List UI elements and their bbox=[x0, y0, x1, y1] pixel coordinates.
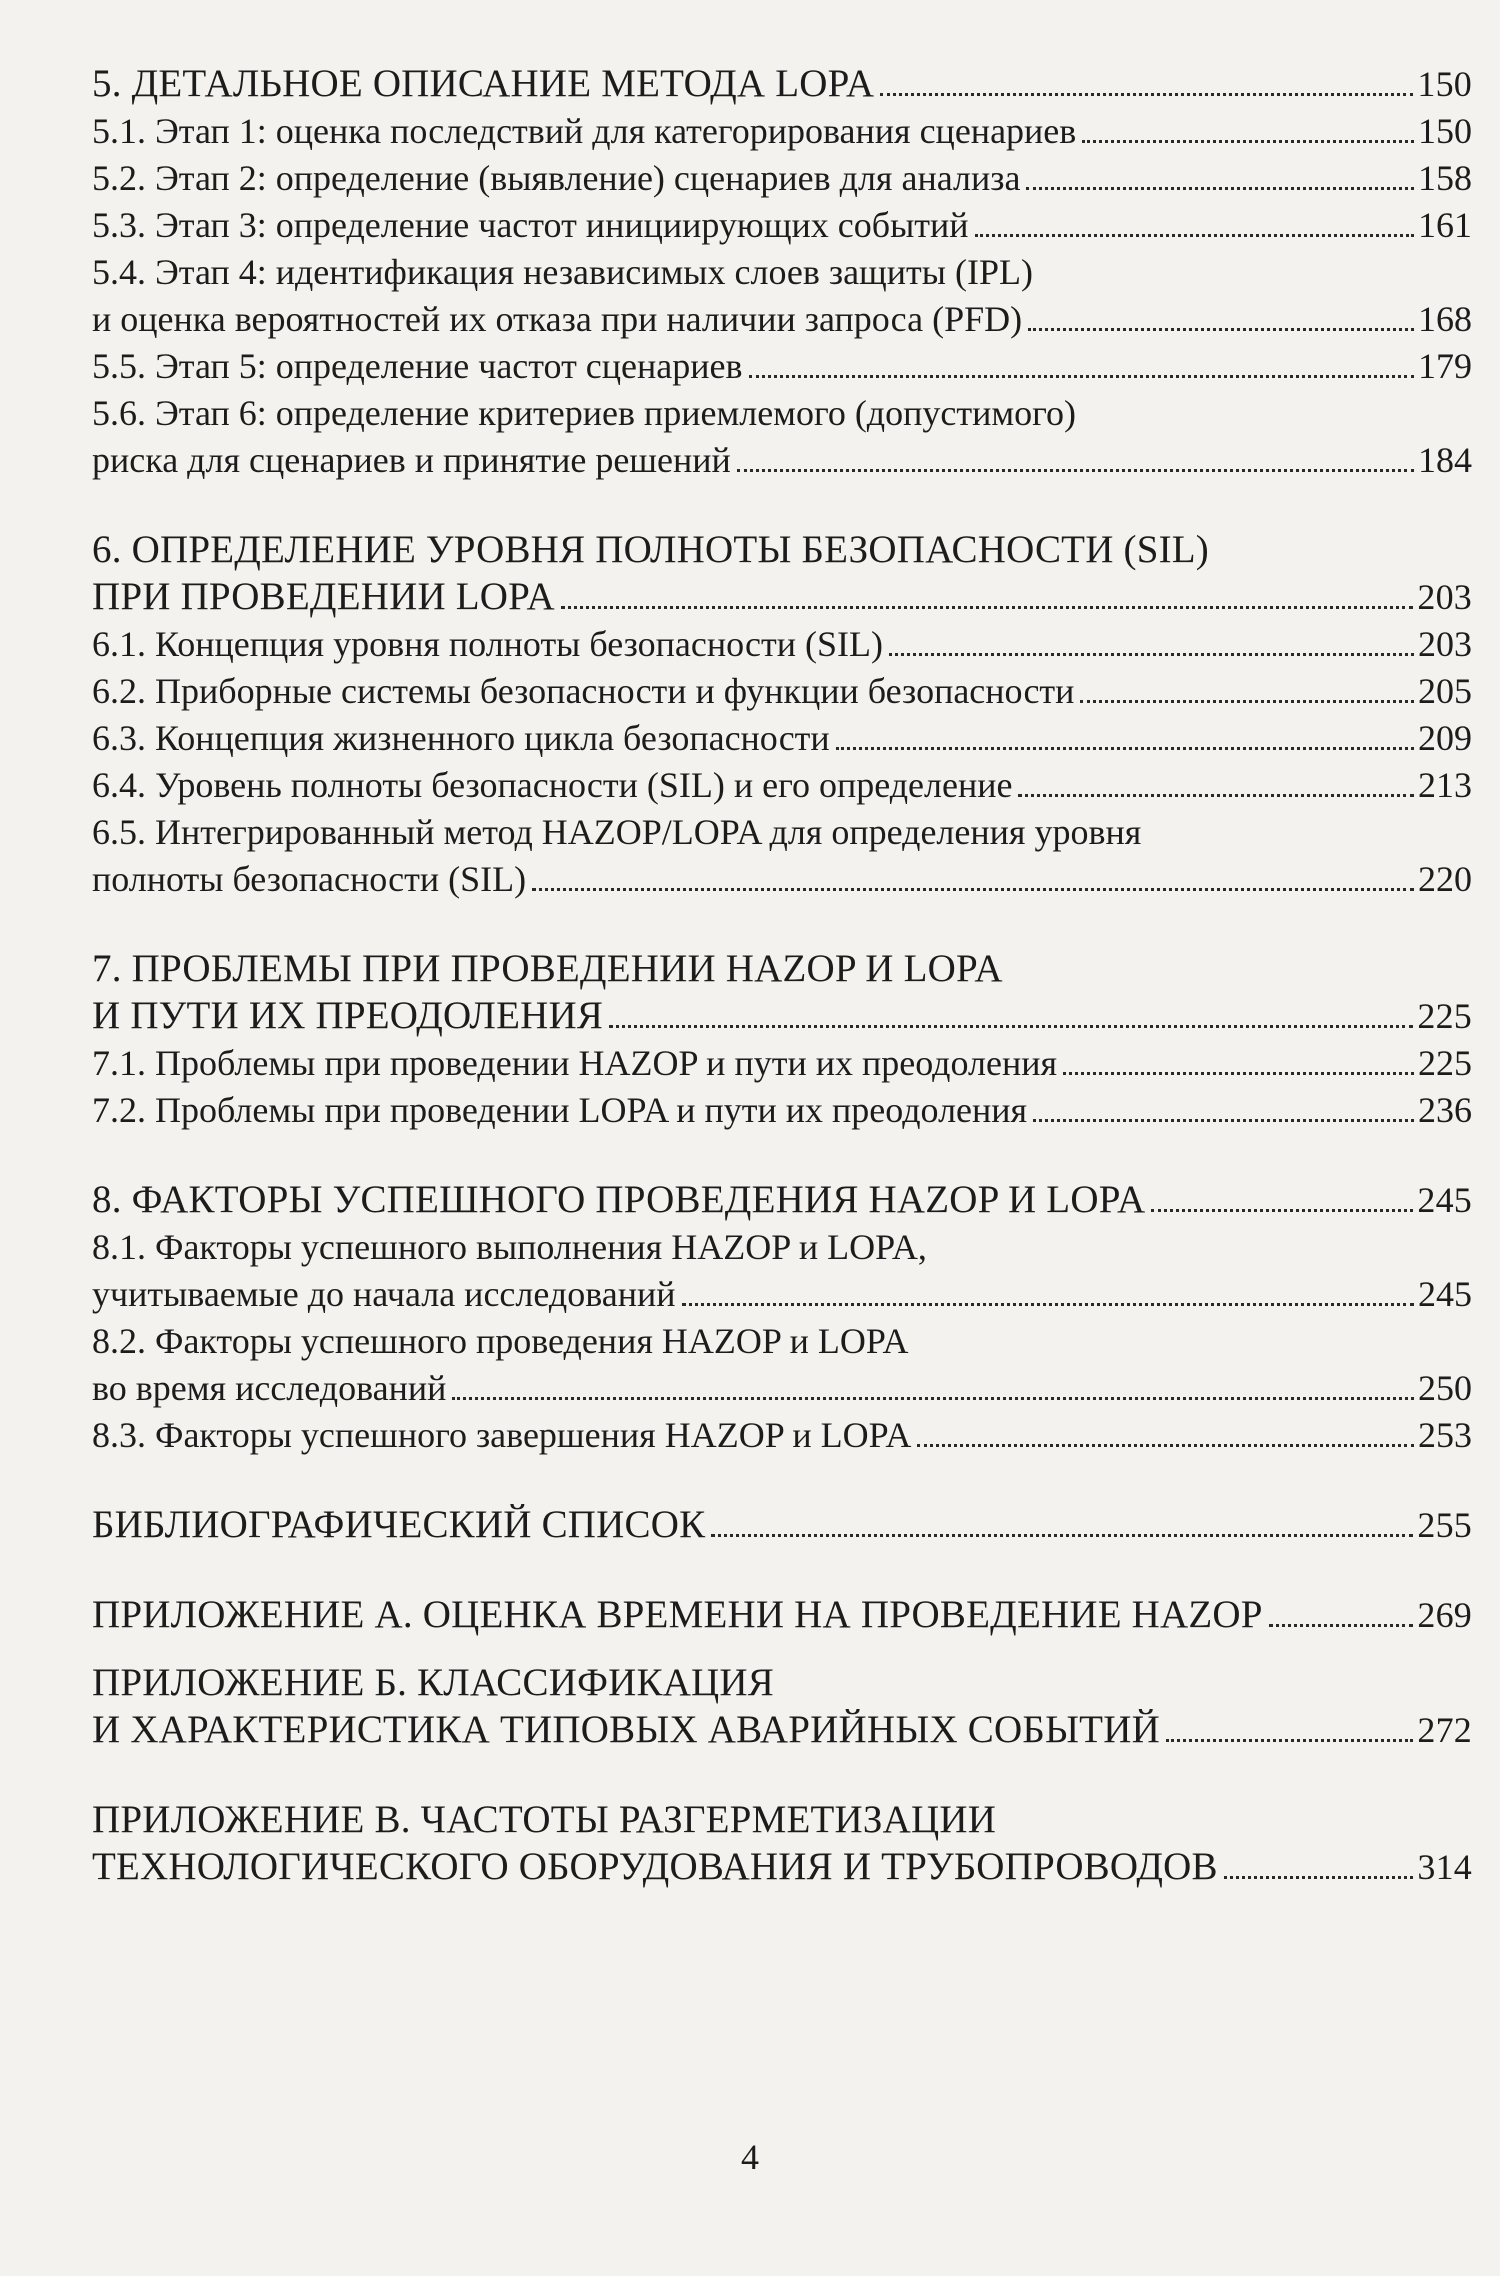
toc-chapter bbox=[92, 1591, 1472, 1639]
toc-entry-row bbox=[92, 60, 1472, 108]
toc-page-number: 245 bbox=[1418, 1274, 1472, 1314]
toc-section bbox=[92, 809, 1472, 903]
toc-entry-row bbox=[92, 762, 1472, 809]
toc-section bbox=[92, 1412, 1472, 1459]
toc-page-number: 272 bbox=[1417, 1710, 1472, 1750]
dot-leader bbox=[1026, 186, 1414, 190]
toc-section bbox=[92, 108, 1472, 155]
dot-leader bbox=[561, 605, 1414, 609]
dot-leader bbox=[1151, 1208, 1413, 1212]
toc-page-number: 255 bbox=[1417, 1505, 1472, 1545]
toc-chapter bbox=[92, 60, 1472, 108]
toc-entry-row bbox=[92, 1501, 1472, 1549]
dot-leader bbox=[1224, 1875, 1414, 1879]
toc-entry-row bbox=[92, 668, 1472, 715]
dot-leader bbox=[737, 468, 1414, 472]
toc-entry-title: полноты безопасности (SIL) bbox=[92, 859, 527, 899]
dot-leader bbox=[917, 1443, 1414, 1447]
toc-entry-title: 7.2. Проблемы при проведении LOPA и пути их преодоления bbox=[92, 1090, 1028, 1130]
toc-entry-title: 8. ФАКТОРЫ УСПЕШНОГО ПРОВЕДЕНИЯ HAZOP И LOPA bbox=[92, 1178, 1146, 1221]
toc-section bbox=[92, 249, 1472, 343]
toc-entry-title-line: 8.1. Факторы успешного выполнения HAZOP и LOPA, bbox=[92, 1227, 927, 1267]
dot-leader bbox=[1018, 793, 1414, 797]
toc-entry-title: риска для сценариев и принятие решений bbox=[92, 440, 731, 480]
toc-entry-title: 6.3. Концепция жизненного цикла безопасности bbox=[92, 718, 830, 758]
dot-leader bbox=[609, 1024, 1413, 1028]
toc-entry-row bbox=[92, 108, 1472, 155]
toc-entry-title: учитываемые до начала исследований bbox=[92, 1274, 676, 1314]
toc-entry-title-line: 5.4. Этап 4: идентификация независимых слоев защиты (IPL) bbox=[92, 252, 1033, 292]
toc-chapter bbox=[92, 945, 1472, 1040]
toc-entry-row bbox=[92, 992, 1472, 1040]
toc-entry-title: 6.1. Концепция уровня полноты безопасности (SIL) bbox=[92, 624, 883, 664]
toc-entry-row bbox=[92, 1087, 1472, 1134]
toc-entry-title: 7.1. Проблемы при проведении HAZOP и пути их преодоления bbox=[92, 1043, 1058, 1083]
toc-page-number: 253 bbox=[1418, 1415, 1472, 1455]
toc-entry-title: И ХАРАКТЕРИСТИКА ТИПОВЫХ АВАРИЙНЫХ СОБЫТИЙ bbox=[92, 1708, 1160, 1751]
toc-entry-title-line: ПРИЛОЖЕНИЕ В. ЧАСТОТЫ РАЗГЕРМЕТИЗАЦИИ bbox=[92, 1798, 997, 1841]
toc-page-number: 225 bbox=[1417, 996, 1472, 1036]
dot-leader bbox=[880, 92, 1413, 96]
toc-entry-title-line: 7. ПРОБЛЕМЫ ПРИ ПРОВЕДЕНИИ HAZOP И LOPA bbox=[92, 947, 1003, 990]
dot-leader bbox=[1082, 139, 1414, 143]
dot-leader bbox=[452, 1396, 1414, 1400]
toc-page-number: 179 bbox=[1418, 346, 1472, 386]
toc-section bbox=[92, 202, 1472, 249]
dot-leader bbox=[1033, 1118, 1414, 1122]
toc-entry-row bbox=[92, 202, 1472, 249]
dot-leader bbox=[836, 746, 1414, 750]
toc-entry-title-line: 8.2. Факторы успешного проведения HAZOP и LOPA bbox=[92, 1321, 909, 1361]
toc-entry-title: ТЕХНОЛОГИЧЕСКОГО ОБОРУДОВАНИЯ И ТРУБОПРОВОДОВ bbox=[92, 1845, 1218, 1888]
dot-leader bbox=[889, 652, 1414, 656]
toc-entry-row bbox=[92, 1040, 1472, 1087]
dot-leader bbox=[1269, 1623, 1414, 1627]
toc-section bbox=[92, 390, 1472, 484]
toc-page-number: 269 bbox=[1417, 1595, 1472, 1635]
toc-section bbox=[92, 762, 1472, 809]
toc-section bbox=[92, 1087, 1472, 1134]
toc-chapter bbox=[92, 526, 1472, 621]
toc-entry-title: 5.1. Этап 1: оценка последствий для категорирования сценариев bbox=[92, 111, 1077, 151]
toc-entry-title: ПРИЛОЖЕНИЕ А. ОЦЕНКА ВРЕМЕНИ НА ПРОВЕДЕНИЕ HAZOP bbox=[92, 1593, 1263, 1636]
toc-page-number: 314 bbox=[1417, 1847, 1472, 1887]
toc-entry-title: и оценка вероятностей их отказа при наличии запроса (PFD) bbox=[92, 299, 1023, 339]
toc-page-number: 203 bbox=[1418, 624, 1472, 664]
toc-entry-row bbox=[92, 1412, 1472, 1459]
toc-entry-row bbox=[92, 1271, 1472, 1318]
toc-section bbox=[92, 1224, 1472, 1318]
toc-entry-title: 8.3. Факторы успешного завершения HAZOP и LOPA bbox=[92, 1415, 912, 1455]
toc-entry-title: И ПУТИ ИХ ПРЕОДОЛЕНИЯ bbox=[92, 994, 604, 1037]
toc-page-number: 203 bbox=[1417, 577, 1472, 617]
toc-entry-row bbox=[92, 437, 1472, 484]
toc-chapter bbox=[92, 1796, 1472, 1891]
page-number: 4 bbox=[741, 2137, 759, 2177]
toc-section bbox=[92, 343, 1472, 390]
toc-entry-row bbox=[92, 573, 1472, 621]
toc-section bbox=[92, 621, 1472, 668]
toc-page-number: 150 bbox=[1417, 64, 1472, 104]
toc-section bbox=[92, 1040, 1472, 1087]
toc-page-number: 161 bbox=[1418, 205, 1472, 245]
toc-entry-title: БИБЛИОГРАФИЧЕСКИЙ СПИСОК bbox=[92, 1503, 706, 1546]
toc-page-number: 213 bbox=[1418, 765, 1472, 805]
toc-page-number: 184 bbox=[1418, 440, 1472, 480]
dot-leader bbox=[1063, 1071, 1414, 1075]
toc-section bbox=[92, 1318, 1472, 1412]
toc-page-number: 158 bbox=[1418, 158, 1472, 198]
dot-leader bbox=[749, 374, 1414, 378]
toc-entry-title: 6.4. Уровень полноты безопасности (SIL) и его определение bbox=[92, 765, 1013, 805]
toc-section bbox=[92, 155, 1472, 202]
toc-entry-row bbox=[92, 155, 1472, 202]
toc-entry-title: 5.2. Этап 2: определение (выявление) сценариев для анализа bbox=[92, 158, 1021, 198]
toc-page-number: 225 bbox=[1418, 1043, 1472, 1083]
toc-entry-row bbox=[92, 1706, 1472, 1754]
toc-page-number: 150 bbox=[1418, 111, 1472, 151]
toc-section bbox=[92, 715, 1472, 762]
toc-chapter bbox=[92, 1176, 1472, 1224]
toc-entry-title: 5.3. Этап 3: определение частот инициирующих событий bbox=[92, 205, 969, 245]
toc-entry-title: ПРИ ПРОВЕДЕНИИ LOPA bbox=[92, 575, 555, 618]
toc-page-number: 168 bbox=[1418, 299, 1472, 339]
dot-leader bbox=[1028, 327, 1414, 331]
toc-entry-title: 5.5. Этап 5: определение частот сценариев bbox=[92, 346, 743, 386]
toc-entry-title: 6.2. Приборные системы безопасности и функции безопасности bbox=[92, 671, 1075, 711]
toc-section bbox=[92, 668, 1472, 715]
dot-leader bbox=[711, 1533, 1413, 1537]
toc-page-number: 205 bbox=[1418, 671, 1472, 711]
toc-entry-row bbox=[92, 1176, 1472, 1224]
toc-chapter bbox=[92, 1659, 1472, 1754]
toc-entry-title: во время исследований bbox=[92, 1368, 447, 1408]
toc-page-number: 220 bbox=[1418, 859, 1472, 899]
toc-page-number: 209 bbox=[1418, 718, 1472, 758]
dot-leader bbox=[682, 1302, 1415, 1306]
toc-entry-row bbox=[92, 1365, 1472, 1412]
toc-entry-row bbox=[92, 856, 1472, 903]
toc-entry-title-line: 6. ОПРЕДЕЛЕНИЕ УРОВНЯ ПОЛНОТЫ БЕЗОПАСНОСТИ (SIL) bbox=[92, 528, 1209, 571]
toc-entry-title: 5. ДЕТАЛЬНОЕ ОПИСАНИЕ МЕТОДА LOPA bbox=[92, 62, 875, 105]
toc-page-number: 236 bbox=[1418, 1090, 1472, 1130]
toc-entry-row bbox=[92, 715, 1472, 762]
toc-chapter bbox=[92, 1501, 1472, 1549]
toc-entry-row bbox=[92, 296, 1472, 343]
toc-entry-title-line: ПРИЛОЖЕНИЕ Б. КЛАССИФИКАЦИЯ bbox=[92, 1661, 774, 1704]
toc-entry-title-line: 5.6. Этап 6: определение критериев приемлемого (допустимого) bbox=[92, 393, 1077, 433]
toc-entry-row bbox=[92, 1843, 1472, 1891]
toc-entry-row bbox=[92, 343, 1472, 390]
dot-leader bbox=[1080, 699, 1414, 703]
dot-leader bbox=[975, 233, 1414, 237]
dot-leader bbox=[532, 887, 1414, 891]
table-of-contents bbox=[92, 60, 1472, 1891]
toc-entry-row bbox=[92, 621, 1472, 668]
toc-page-number: 245 bbox=[1417, 1180, 1472, 1220]
toc-entry-row bbox=[92, 1591, 1472, 1639]
dot-leader bbox=[1166, 1738, 1413, 1742]
toc-entry-title-line: 6.5. Интегрированный метод HAZOP/LOPA для определения уровня bbox=[92, 812, 1142, 852]
toc-page-number: 250 bbox=[1418, 1368, 1472, 1408]
